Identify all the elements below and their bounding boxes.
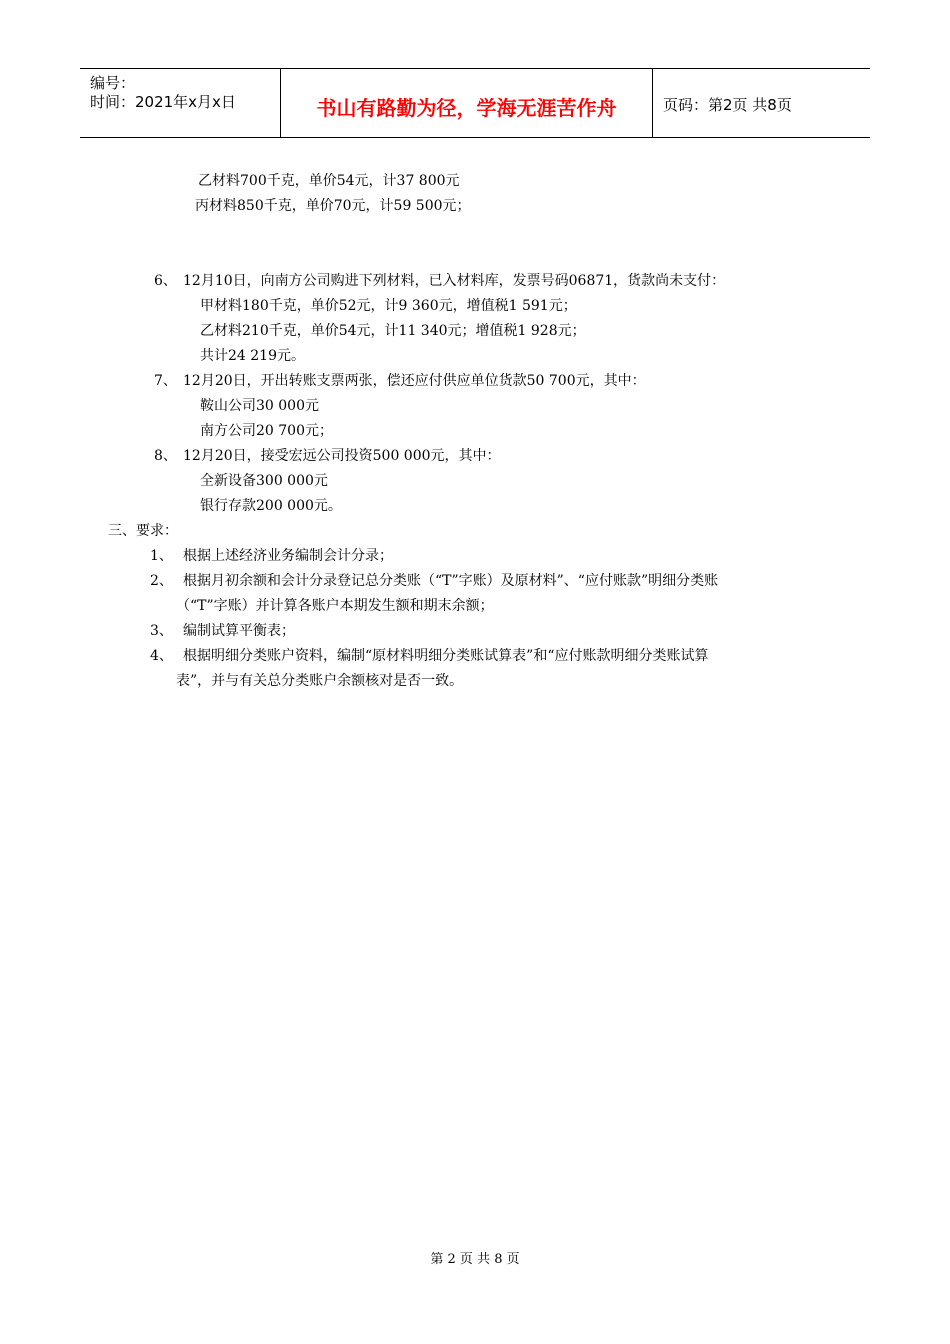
- header-page-info: 页码：第2页 共8页: [663, 96, 792, 114]
- list-item-text: 根据月初余额和会计分录登记总分类账（“T”字账）及原材料”、“应付账款”明细分类账: [183, 573, 719, 589]
- list-number: 7、: [154, 373, 177, 389]
- header-motto: 书山有路勤为径，学海无涯苦作舟: [316, 96, 617, 120]
- body-line: 表”，并与有关总分类账户余额核对是否一致。: [176, 673, 464, 689]
- header-right-cell: [653, 69, 870, 137]
- list-item-text: 编制试算平衡表；: [183, 623, 295, 639]
- body-line: 银行存款200 000元。: [200, 498, 342, 514]
- time-label: 时间：2021年x月x日: [90, 93, 236, 111]
- body-line: 乙材料210千克，单价54元，计11 340元；增值税1 928元；: [200, 323, 586, 339]
- list-number: 1、: [150, 548, 173, 564]
- body-line: 鞍山公司30 000元: [200, 398, 319, 414]
- body-line: 甲材料180千克，单价52元，计9 360元，增值税1 591元；: [200, 298, 577, 314]
- list-item-text: 12月10日，向南方公司购进下列材料，已入材料库，发票号码06871，货款尚未支付：: [183, 273, 726, 289]
- list-item-text: 12月20日，开出转账支票两张，偿还应付供应单位货款50 700元，其中：: [183, 373, 646, 389]
- header-left-cell: [80, 69, 281, 137]
- list-item-text: 根据明细分类账户资料，编制“原材料明细分类账试算表”和“应付账款明细分类账试算: [183, 648, 709, 664]
- section-heading: 三、要求：: [108, 523, 178, 539]
- list-number: 6、: [154, 273, 177, 289]
- list-number: 8、: [154, 448, 177, 464]
- page-header: [80, 68, 870, 138]
- body-line: （“T”字账）并计算各账户本期发生额和期末余额；: [176, 598, 494, 614]
- page-footer: 第 2 页 共 8 页: [430, 1252, 520, 1267]
- body-line: 全新设备300 000元: [200, 473, 328, 489]
- number-label: 编号：: [90, 74, 136, 92]
- list-item-text: 12月20日，接受宏远公司投资500 000元，其中：: [183, 448, 501, 464]
- body-line: 乙材料700千克，单价54元，计37 800元: [198, 173, 460, 189]
- header-middle-cell: [281, 69, 653, 137]
- body-line: 丙材料850千克，单价70元，计59 500元；: [195, 198, 471, 214]
- list-number: 2、: [150, 573, 173, 589]
- list-number: 3、: [150, 623, 173, 639]
- body-line: 共计24 219元。: [200, 348, 305, 364]
- body-line: 南方公司20 700元；: [200, 423, 333, 439]
- list-number: 4、: [150, 648, 173, 664]
- list-item-text: 根据上述经济业务编制会计分录；: [183, 548, 393, 564]
